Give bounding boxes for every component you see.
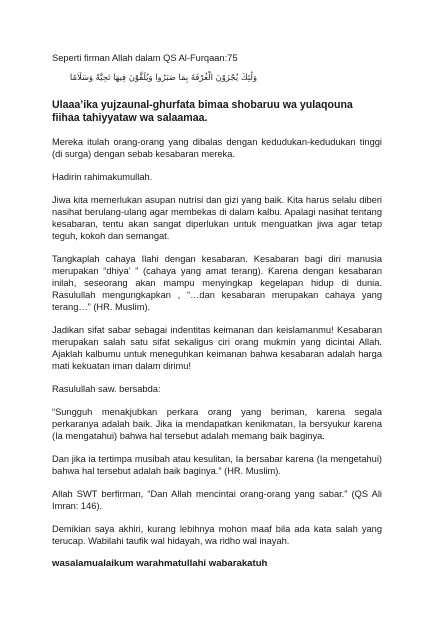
intro-text: Seperti firman Allah dalam QS Al-Furqaan:75	[52, 53, 238, 63]
paragraph-patience-identity: Jadikan sifat sabar sebagai indentitas keimanan dan keislamanmu! Kesabaran merupakan salah satu sifat sekaligus ciri orang mukmin yang dicintai Allah. Ajaklah kalbumu untuk meneguhkan keimanan bahwa kesabaran adalah harga mati kekuatan iman dalam dirimu!	[52, 325, 382, 371]
paragraph-hadith-part-2: Dan jika ia tertimpa musibah atau kesulitan, Ia bersabar karena (Ia mengetahui) bahwa hal tersebut adalah baik baginya.” (HR. Muslim).	[52, 454, 382, 476]
paragraph-quran-quote: Allah SWT berfirman, “Dan Allah mencintai orang-orang yang sabar.” (QS Ali Imran: 146).	[52, 489, 382, 511]
paragraph-greeting: Hadirin rahimakumullah.	[52, 172, 153, 182]
paragraph-soul-nutrition: Jiwa kita memerlukan asupan nutrisi dan gizi yang baik. Kita harus selalu diberi nasihat berulang-ulang agar membekas di dalam kalbu. Apalagi nasihat tentang kesabaran, tentu akan sangat diperlukan untuk menguatkan jiwa agar tetap teguh, kokoh dan semangat.	[52, 195, 382, 241]
paragraph-conclusion: Demikian saya akhiri, kurang lebihnya mohon maaf bila ada kata salah yang terucap. Wabilahi taufik wal hidayah, wa ridho wal inayah.	[52, 524, 382, 546]
paragraph-hadith-part-1: “Sungguh menakjubkan perkara orang yang beriman, karena segala perkaranya adalah baik. Jika ia mendapatkan kenikmatan, Ia bersyukur karena (Ia mengatahui) bahwa hal tersebut adalah memang baik baginya.	[52, 407, 382, 441]
transliteration-heading: Ulaaa’ika yujzaunal-ghurfata bimaa shobaruu wa yulaqouna fiihaa tahiyyataw wa salaamaa.	[52, 99, 353, 124]
arabic-verse: وَلَٰئِكَ يُجْزَوْنَ الْغُرْفَةَ بِمَا صَبَرُوا وَيُلَقَّوْنَ فِيهَا تَحِيَّةً وَسَلَامًا	[69, 72, 257, 82]
paragraph-hadith-intro: Rasulullah saw. bersabda:	[52, 384, 161, 394]
document-page	[52, 52, 382, 581]
closing-salutation: wasalamualaikum warahmatullahi wabarakatuh	[52, 558, 268, 569]
paragraph-divine-light: Tangkaplah cahaya Ilahi dengan kesabaran. Kesabaran bagi diri manusia merupakan “dhiya’ ” (cahaya yang amat terang). Karena dengan kesabaran inilah, seseorang akan mampu menyingkap kegelapan hidup di dunia. Rasulullah mengungkapkan , “…dan kesabaran merupakan cahaya yang terang…” (HR. Muslim).	[52, 254, 382, 312]
paragraph-translation: Mereka itulah orang-orang yang dibalas dengan kedudukan-kedudukan tinggi (di surga) dengan sebab kesabaran mereka.	[52, 137, 382, 159]
